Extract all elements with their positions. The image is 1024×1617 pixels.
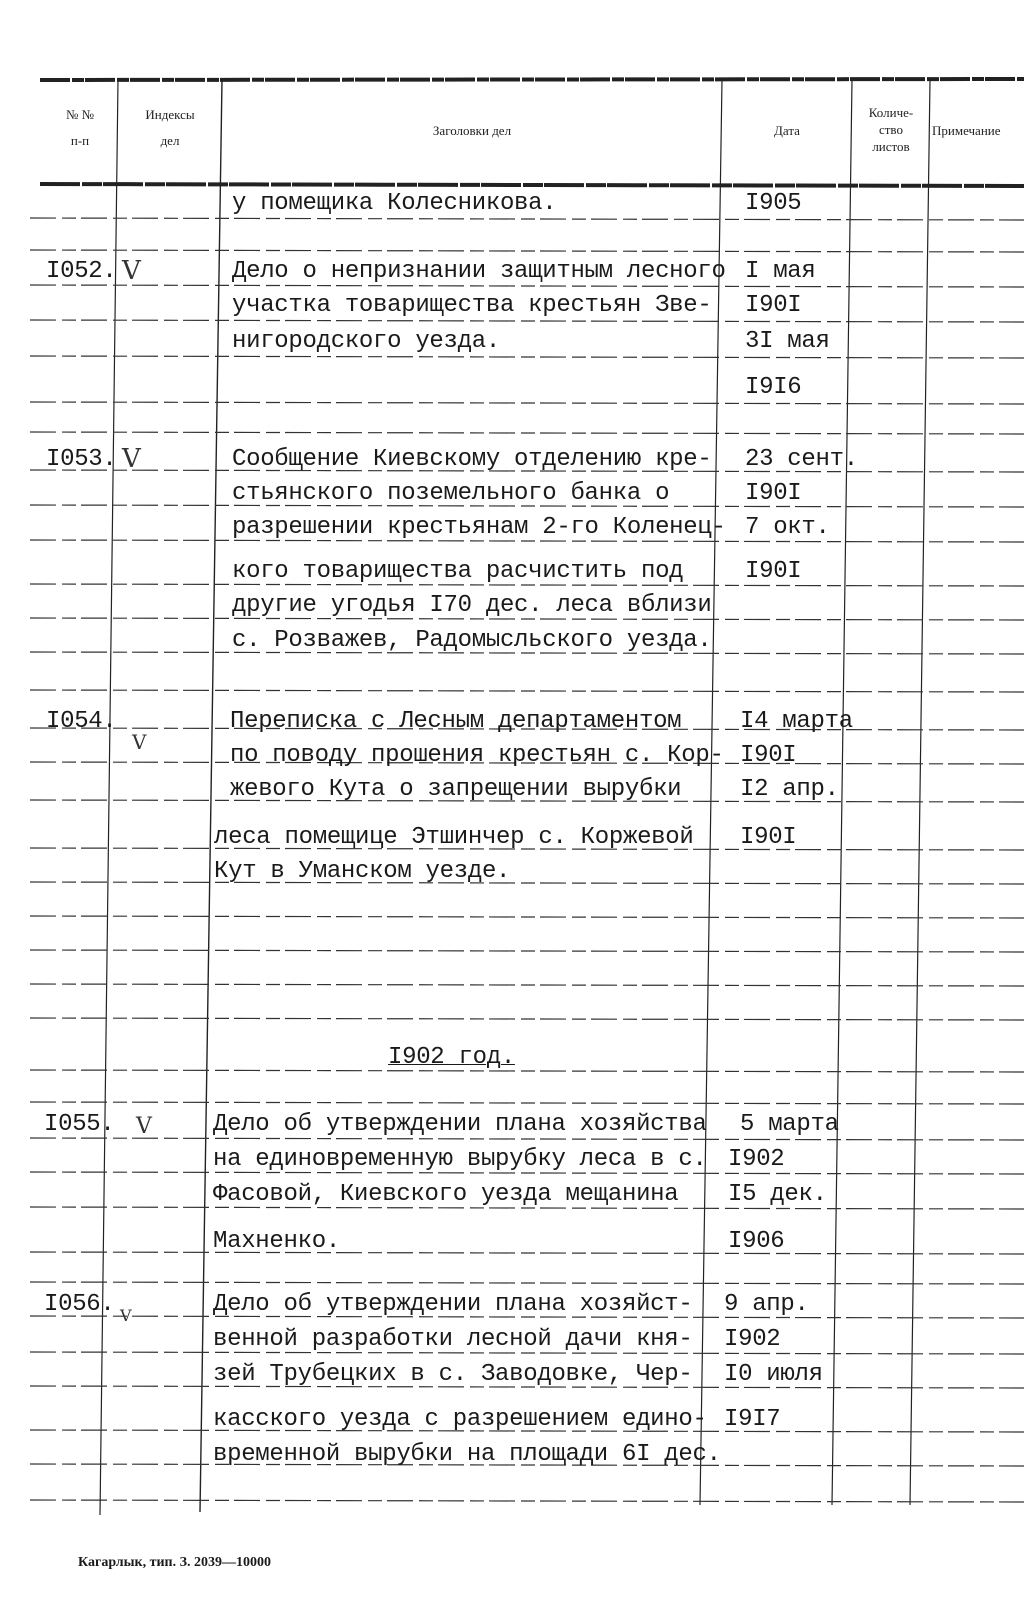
header-index-sub: дел: [160, 133, 180, 148]
row-rule: [30, 1500, 1024, 1502]
header-title: Заголовки дел: [432, 123, 512, 138]
entry-date: I902: [724, 1326, 781, 1353]
header-index-label: Индексы: [145, 107, 195, 122]
entry-line: по поводу прошения крестьян с. Кор-: [230, 742, 724, 769]
entry-line: Фасовой, Киевского уезда мещанина: [213, 1181, 679, 1208]
entry-line: Дело об утверждении плана хозяйст-: [213, 1291, 693, 1318]
year-heading-text: I902 год.: [388, 1044, 515, 1071]
entry-number: I054.: [46, 708, 117, 735]
entry-line: кого товарищества расчистить под: [232, 558, 684, 585]
entry-number: I056.: [44, 1291, 115, 1318]
entry-number: I053.: [46, 446, 117, 473]
row-rule: [30, 1252, 1024, 1254]
entry-date: 3I мая: [745, 328, 830, 355]
entry-line: стьянского поземельного банка о: [232, 480, 670, 507]
row-rule: [30, 1102, 1024, 1104]
entry-line: Сообщение Киевскому отделению кре-: [232, 446, 712, 473]
entry-date: I9I7: [724, 1406, 781, 1433]
entry-date: I90I: [745, 480, 802, 507]
check-mark-icon: V: [136, 1114, 152, 1139]
header-num: [45, 106, 115, 150]
row-rule: [30, 984, 1024, 986]
header-count-1: Количе-: [868, 105, 914, 120]
row-rule: [30, 402, 1024, 404]
entry-date: 7 окт.: [745, 514, 830, 541]
entry-line: у помещика Колесникова.: [232, 190, 557, 217]
header-count-3: листов: [872, 139, 910, 154]
header-num-label: № №: [65, 107, 95, 122]
row-rule: [30, 916, 1024, 918]
entry-date: I90I: [740, 742, 797, 769]
entry-date: I906: [728, 1228, 785, 1255]
entry-line: Дело об утверждении плана хозяйства: [213, 1111, 707, 1138]
header-num-sub: п-п: [70, 133, 90, 148]
header-count-2: ство: [878, 122, 903, 137]
entry-date: I905: [745, 190, 802, 217]
row-rule: [30, 320, 1024, 322]
entry-date: I902: [728, 1146, 785, 1173]
header-date: Дата: [774, 123, 800, 138]
entry-date: 5 марта: [740, 1111, 839, 1138]
entry-date: I90I: [745, 292, 802, 319]
header-index: [122, 106, 218, 150]
entry-date: 23 сент.: [745, 446, 858, 473]
entry-date: 9 апр.: [724, 1291, 809, 1318]
entry-line: нигородского уезда.: [232, 328, 500, 355]
row-rule: [30, 950, 1024, 952]
entry-line: Дело о непризнании защитным лесного: [232, 258, 726, 285]
header-notes: Примечание: [932, 123, 1001, 138]
row-rule: [30, 218, 1024, 220]
printer-imprint: Кагарлык, тип. З. 2039—10000: [78, 1555, 272, 1570]
entry-number: I055.: [44, 1111, 115, 1138]
entry-line: леса помещице Этшинчер с. Коржевой: [214, 824, 694, 851]
year-heading: [388, 1044, 515, 1072]
check-mark-icon: V: [122, 444, 141, 474]
entry-line: разрешении крестьянам 2-го Коленец-: [232, 514, 726, 541]
entry-date: I9I6: [745, 374, 802, 401]
row-rule: [30, 1070, 1024, 1072]
entry-line: жевого Кута о запрещении вырубки: [230, 776, 682, 803]
entry-line: с. Розважев, Радомысльского уезда.: [232, 627, 712, 654]
entry-date: I4 марта: [740, 708, 853, 735]
entry-line: зей Трубецких в с. Заводовке, Чер-: [213, 1361, 693, 1388]
entry-number: I052.: [46, 258, 117, 285]
entry-date: I90I: [745, 558, 802, 585]
row-rule: [30, 882, 1024, 884]
entry-date: I5 дек.: [728, 1181, 827, 1208]
entry-line: Махненко.: [213, 1228, 340, 1255]
entry-line: на единовременную вырубку леса в с.: [213, 1146, 707, 1173]
row-rule: [30, 356, 1024, 358]
row-rule: [30, 432, 1024, 434]
entry-date: I90I: [740, 824, 797, 851]
entry-line: венной разработки лесной дачи кня-: [213, 1326, 693, 1353]
entry-date: I2 апр.: [740, 776, 839, 803]
entry-line: временной вырубки на площади 6I дес.: [213, 1441, 721, 1468]
header-count: [852, 104, 930, 155]
check-mark-icon: V: [122, 256, 141, 286]
entry-line: касского уезда с разрешением едино-: [213, 1406, 707, 1433]
row-rule: [30, 1282, 1024, 1284]
entry-line: другие угодья I70 дес. леса вблизи: [232, 592, 712, 619]
entry-line: Переписка с Лесным департаментом: [230, 708, 682, 735]
row-rule: [30, 250, 1024, 252]
entry-date: I мая: [745, 258, 816, 285]
entry-date: I0 июля: [724, 1361, 823, 1388]
row-rule: [30, 1018, 1024, 1020]
entry-line: Кут в Уманском уезде.: [214, 858, 511, 885]
row-rule: [30, 690, 1024, 692]
check-mark-icon: V: [120, 1306, 132, 1325]
check-mark-icon: V: [132, 730, 147, 754]
entry-line: участка товарищества крестьян Зве-: [232, 292, 712, 319]
